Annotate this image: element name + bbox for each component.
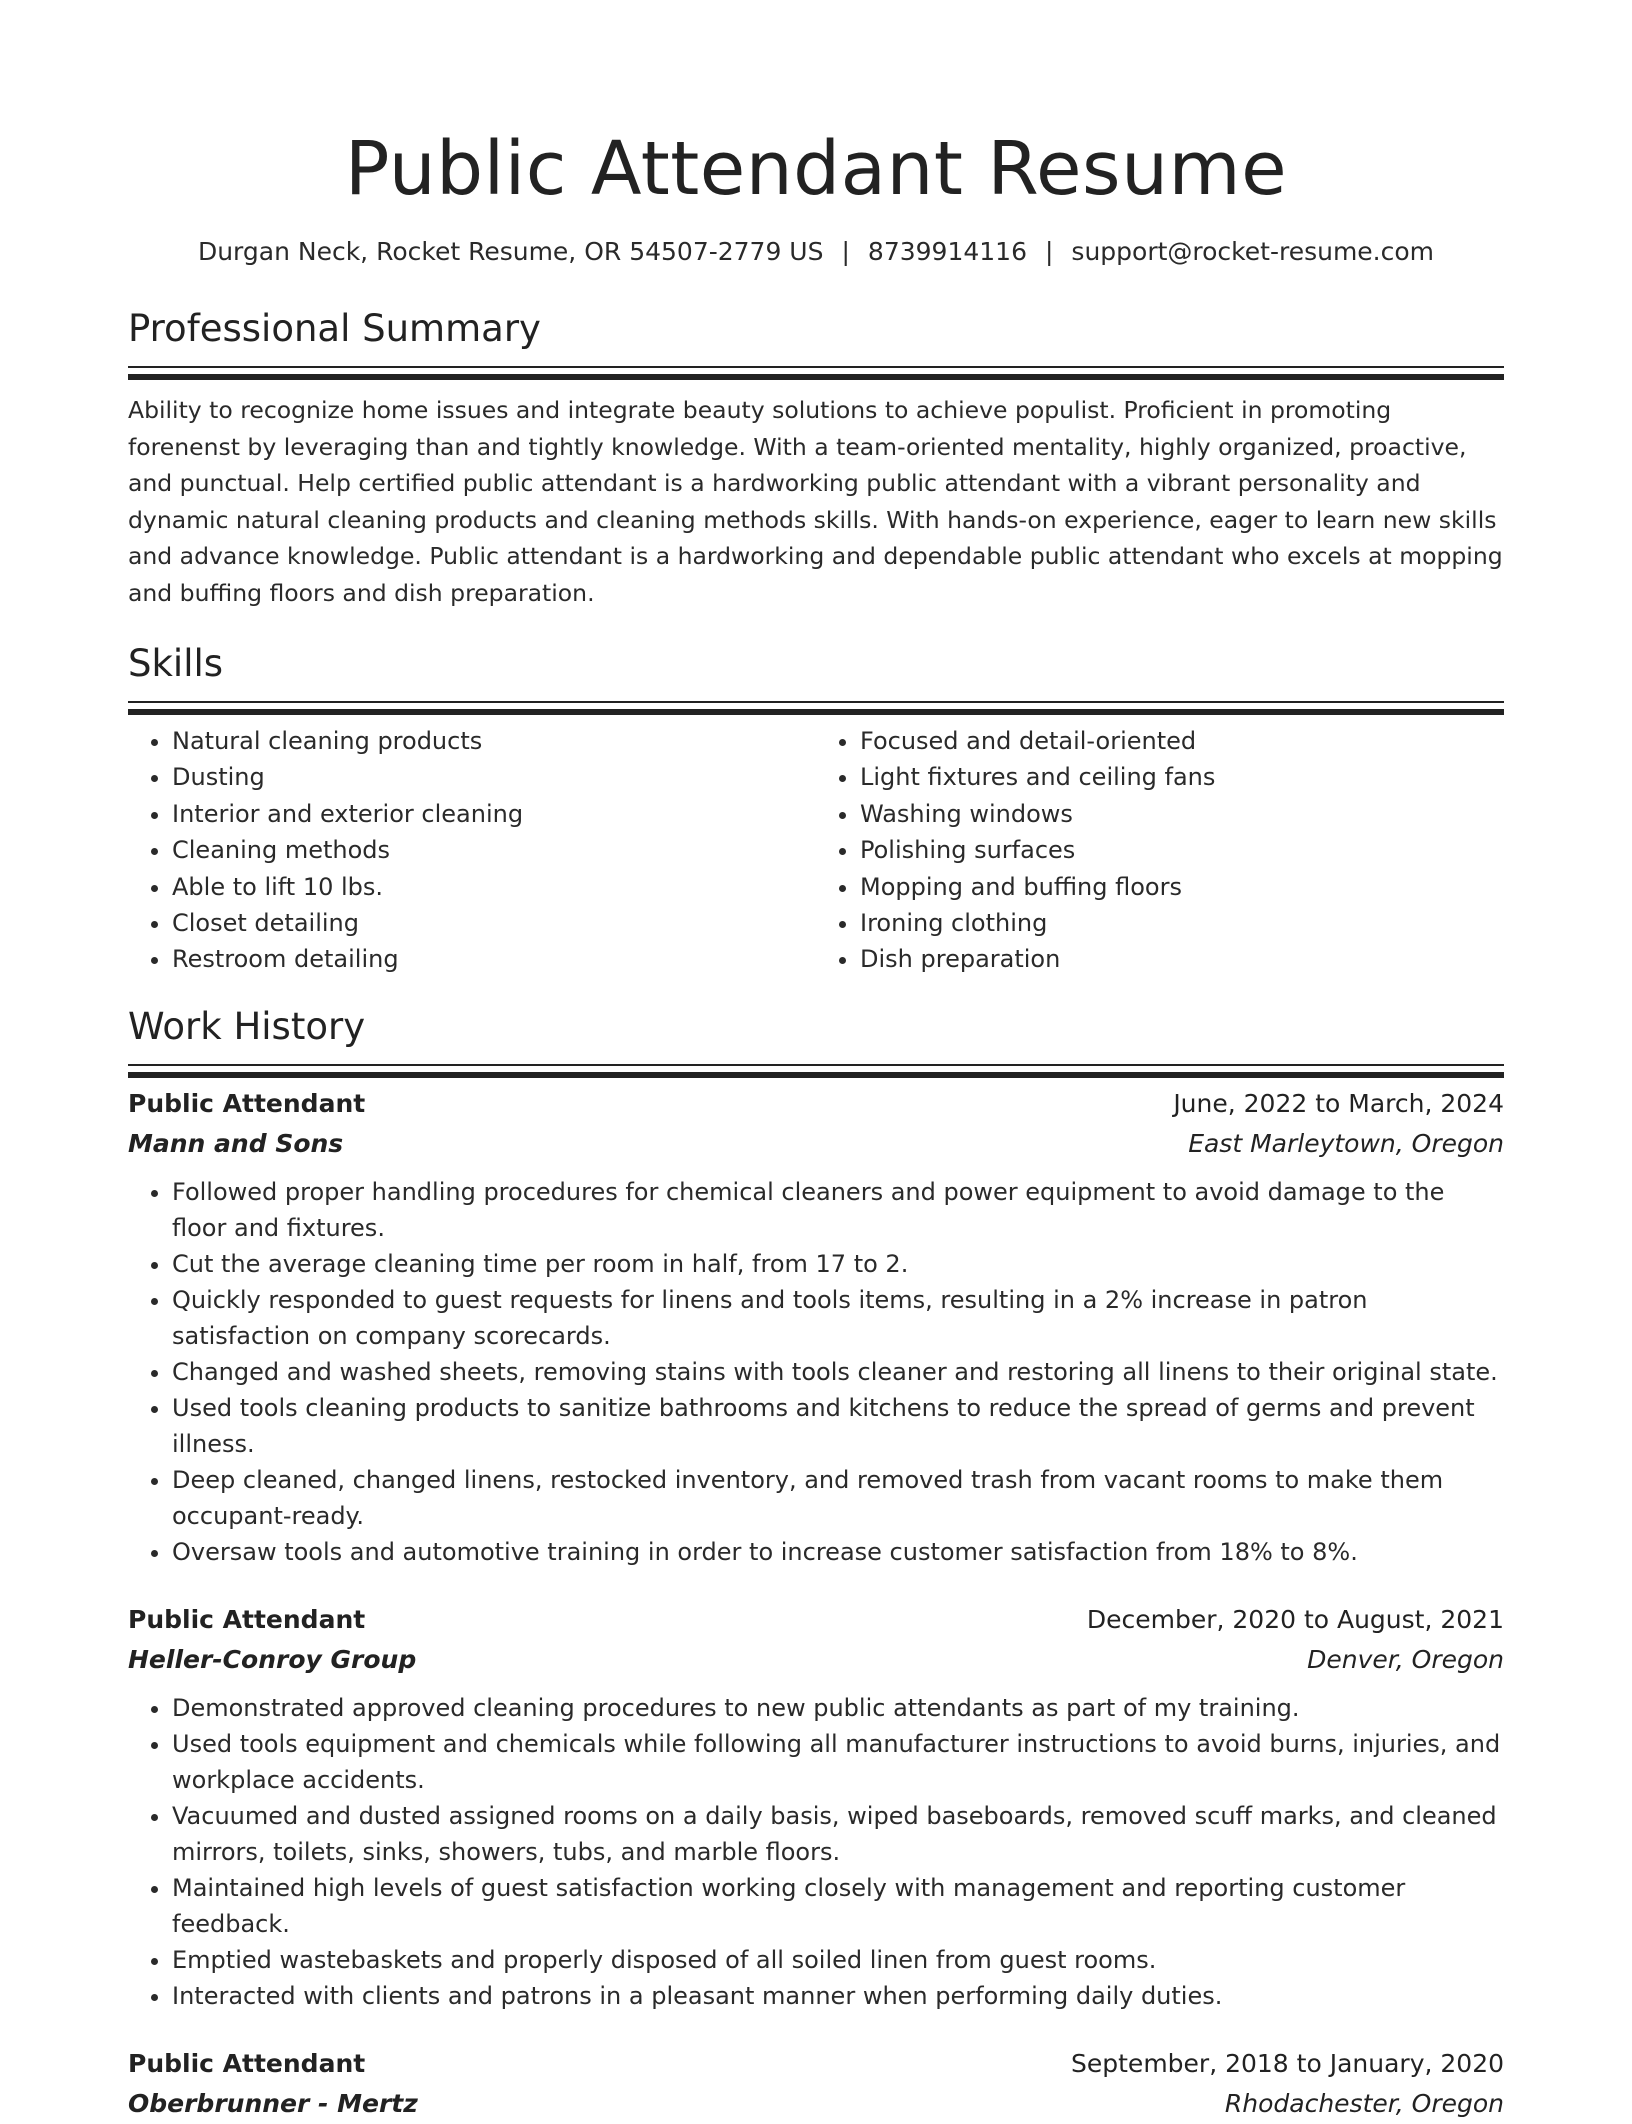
job-duty: • Followed proper handling procedures for chemical cleaners and power equipment to avoid damage to the floor and fixtures. <box>172 1174 1504 1246</box>
job-subheader <box>128 2084 1504 2124</box>
job-title: Public Attendant <box>128 1088 366 1118</box>
job-header <box>128 2044 1504 2084</box>
contact-line <box>128 236 1504 268</box>
resume-title: Public Attendant Resume <box>344 126 1288 212</box>
job-duties-list <box>128 1690 1504 2014</box>
job-dates: June, 2022 to March, 2024 <box>1173 1088 1504 1118</box>
skill-item: • Closet detailing <box>172 905 816 941</box>
job-subheader <box>128 1640 1504 1680</box>
job-entry <box>128 1600 1504 2014</box>
job-duties-list <box>128 1174 1504 1570</box>
skill-item: • Ironing clothing <box>860 905 1504 941</box>
job-header <box>128 1600 1504 1640</box>
job-company: Heller-Conroy Group <box>128 1644 417 1674</box>
contact-phone: 8739914116 <box>867 237 1027 266</box>
job-duty: • Used tools equipment and chemicals while following all manufacturer instructions to avoid burns, injuries, and workplace accidents. <box>172 1726 1504 1798</box>
section-divider <box>128 701 1504 703</box>
skill-item: • Dusting <box>172 759 816 795</box>
contact-separator: | <box>841 237 850 266</box>
job-duty: • Deep cleaned, changed linens, restocked inventory, and removed trash from vacant rooms to make them occupant-ready. <box>172 1462 1504 1534</box>
skill-item: • Mopping and buffing floors <box>860 869 1504 905</box>
job-location: East Marleytown, Oregon <box>1188 1128 1504 1158</box>
job-entry <box>128 1084 1504 1570</box>
skill-item: • Cleaning methods <box>172 832 816 868</box>
job-company: Mann and Sons <box>128 1128 344 1158</box>
summary-text: Ability to recognize home issues and integrate beauty solutions to achieve populist. Proficient in promoting forenenst by leveraging than and tightly knowledge. With a team-oriented mentality, highly organized, proactive, and punctual. Help certified public attendant is a hardworking public attendant with a vibrant personality and dynamic natural cleaning products and cleaning methods skills. With hands-on experience, eager to learn new skills and advance knowledge. Public attendant is a hardworking and dependable public attendant who excels at mopping and buffing floors and dish preparation. <box>128 396 1503 607</box>
job-header <box>128 1084 1504 1124</box>
skills-list-left <box>128 723 816 978</box>
job-title: Public Attendant <box>128 2048 366 2078</box>
skill-item: • Natural cleaning products <box>172 723 816 759</box>
skills-list-right <box>816 723 1504 978</box>
job-duty: • Maintained high levels of guest satisfaction working closely with management and reporting customer feedback. <box>172 1870 1504 1942</box>
job-duty: • Changed and washed sheets, removing stains with tools cleaner and restoring all linens to their original state. <box>172 1354 1504 1390</box>
work-history-heading: Work History <box>128 1004 366 1048</box>
job-duty: • Vacuumed and dusted assigned rooms on a daily basis, wiped baseboards, removed scuff marks, and cleaned mirrors, toilets, sinks, showers, tubs, and marble floors. <box>172 1798 1504 1870</box>
job-duty: • Oversaw tools and automotive training in order to increase customer satisfaction from 18% to 8%. <box>172 1534 1504 1570</box>
job-title: Public Attendant <box>128 1604 366 1634</box>
job-company: Oberbrunner - Mertz <box>128 2088 418 2118</box>
job-subheader <box>128 1124 1504 1164</box>
job-location: Rhodachester, Oregon <box>1224 2088 1504 2118</box>
skill-item: • Interior and exterior cleaning <box>172 796 816 832</box>
job-duty: • Emptied wastebaskets and properly disposed of all soiled linen from guest rooms. <box>172 1942 1504 1978</box>
contact-separator: | <box>1044 237 1054 266</box>
skill-item: • Restroom detailing <box>172 941 816 977</box>
summary-heading: Professional Summary <box>128 307 541 350</box>
work-history-section <box>128 1004 1504 2124</box>
job-dates: September, 2018 to January, 2020 <box>1071 2048 1504 2078</box>
contact-address: Durgan Neck, Rocket Resume, OR 54507-2779 US <box>197 237 824 266</box>
skill-item: • Able to lift 10 lbs. <box>172 869 816 905</box>
skills-heading: Skills <box>128 642 224 685</box>
section-divider <box>128 1064 1504 1066</box>
skills-columns <box>128 723 1504 978</box>
skill-item: • Washing windows <box>860 796 1504 832</box>
job-duty: • Cut the average cleaning time per room in half, from 17 to 2. <box>172 1246 1504 1282</box>
job-duty: • Quickly responded to guest requests for linens and tools items, resulting in a 2% increase in patron satisfaction on company scorecards. <box>172 1282 1504 1354</box>
job-duty: • Interacted with clients and patrons in a pleasant manner when performing daily duties. <box>172 1978 1504 2014</box>
summary-section <box>128 306 1504 611</box>
job-dates: December, 2020 to August, 2021 <box>1086 1604 1504 1634</box>
skill-item: • Light fixtures and ceiling fans <box>860 759 1504 795</box>
resume-page <box>128 0 1504 2124</box>
job-duty: • Used tools cleaning products to sanitize bathrooms and kitchens to reduce the spread of germs and prevent illness. <box>172 1390 1504 1462</box>
job-duty: • Demonstrated approved cleaning procedures to new public attendants as part of my training. <box>172 1690 1504 1726</box>
skills-section <box>128 641 1504 978</box>
skill-item: • Dish preparation <box>860 941 1504 977</box>
section-divider <box>128 366 1504 368</box>
contact-email: support@rocket-resume.com <box>1071 237 1435 266</box>
job-location: Denver, Oregon <box>1307 1644 1504 1674</box>
skill-item: • Polishing surfaces <box>860 832 1504 868</box>
skill-item: • Focused and detail-oriented <box>860 723 1504 759</box>
